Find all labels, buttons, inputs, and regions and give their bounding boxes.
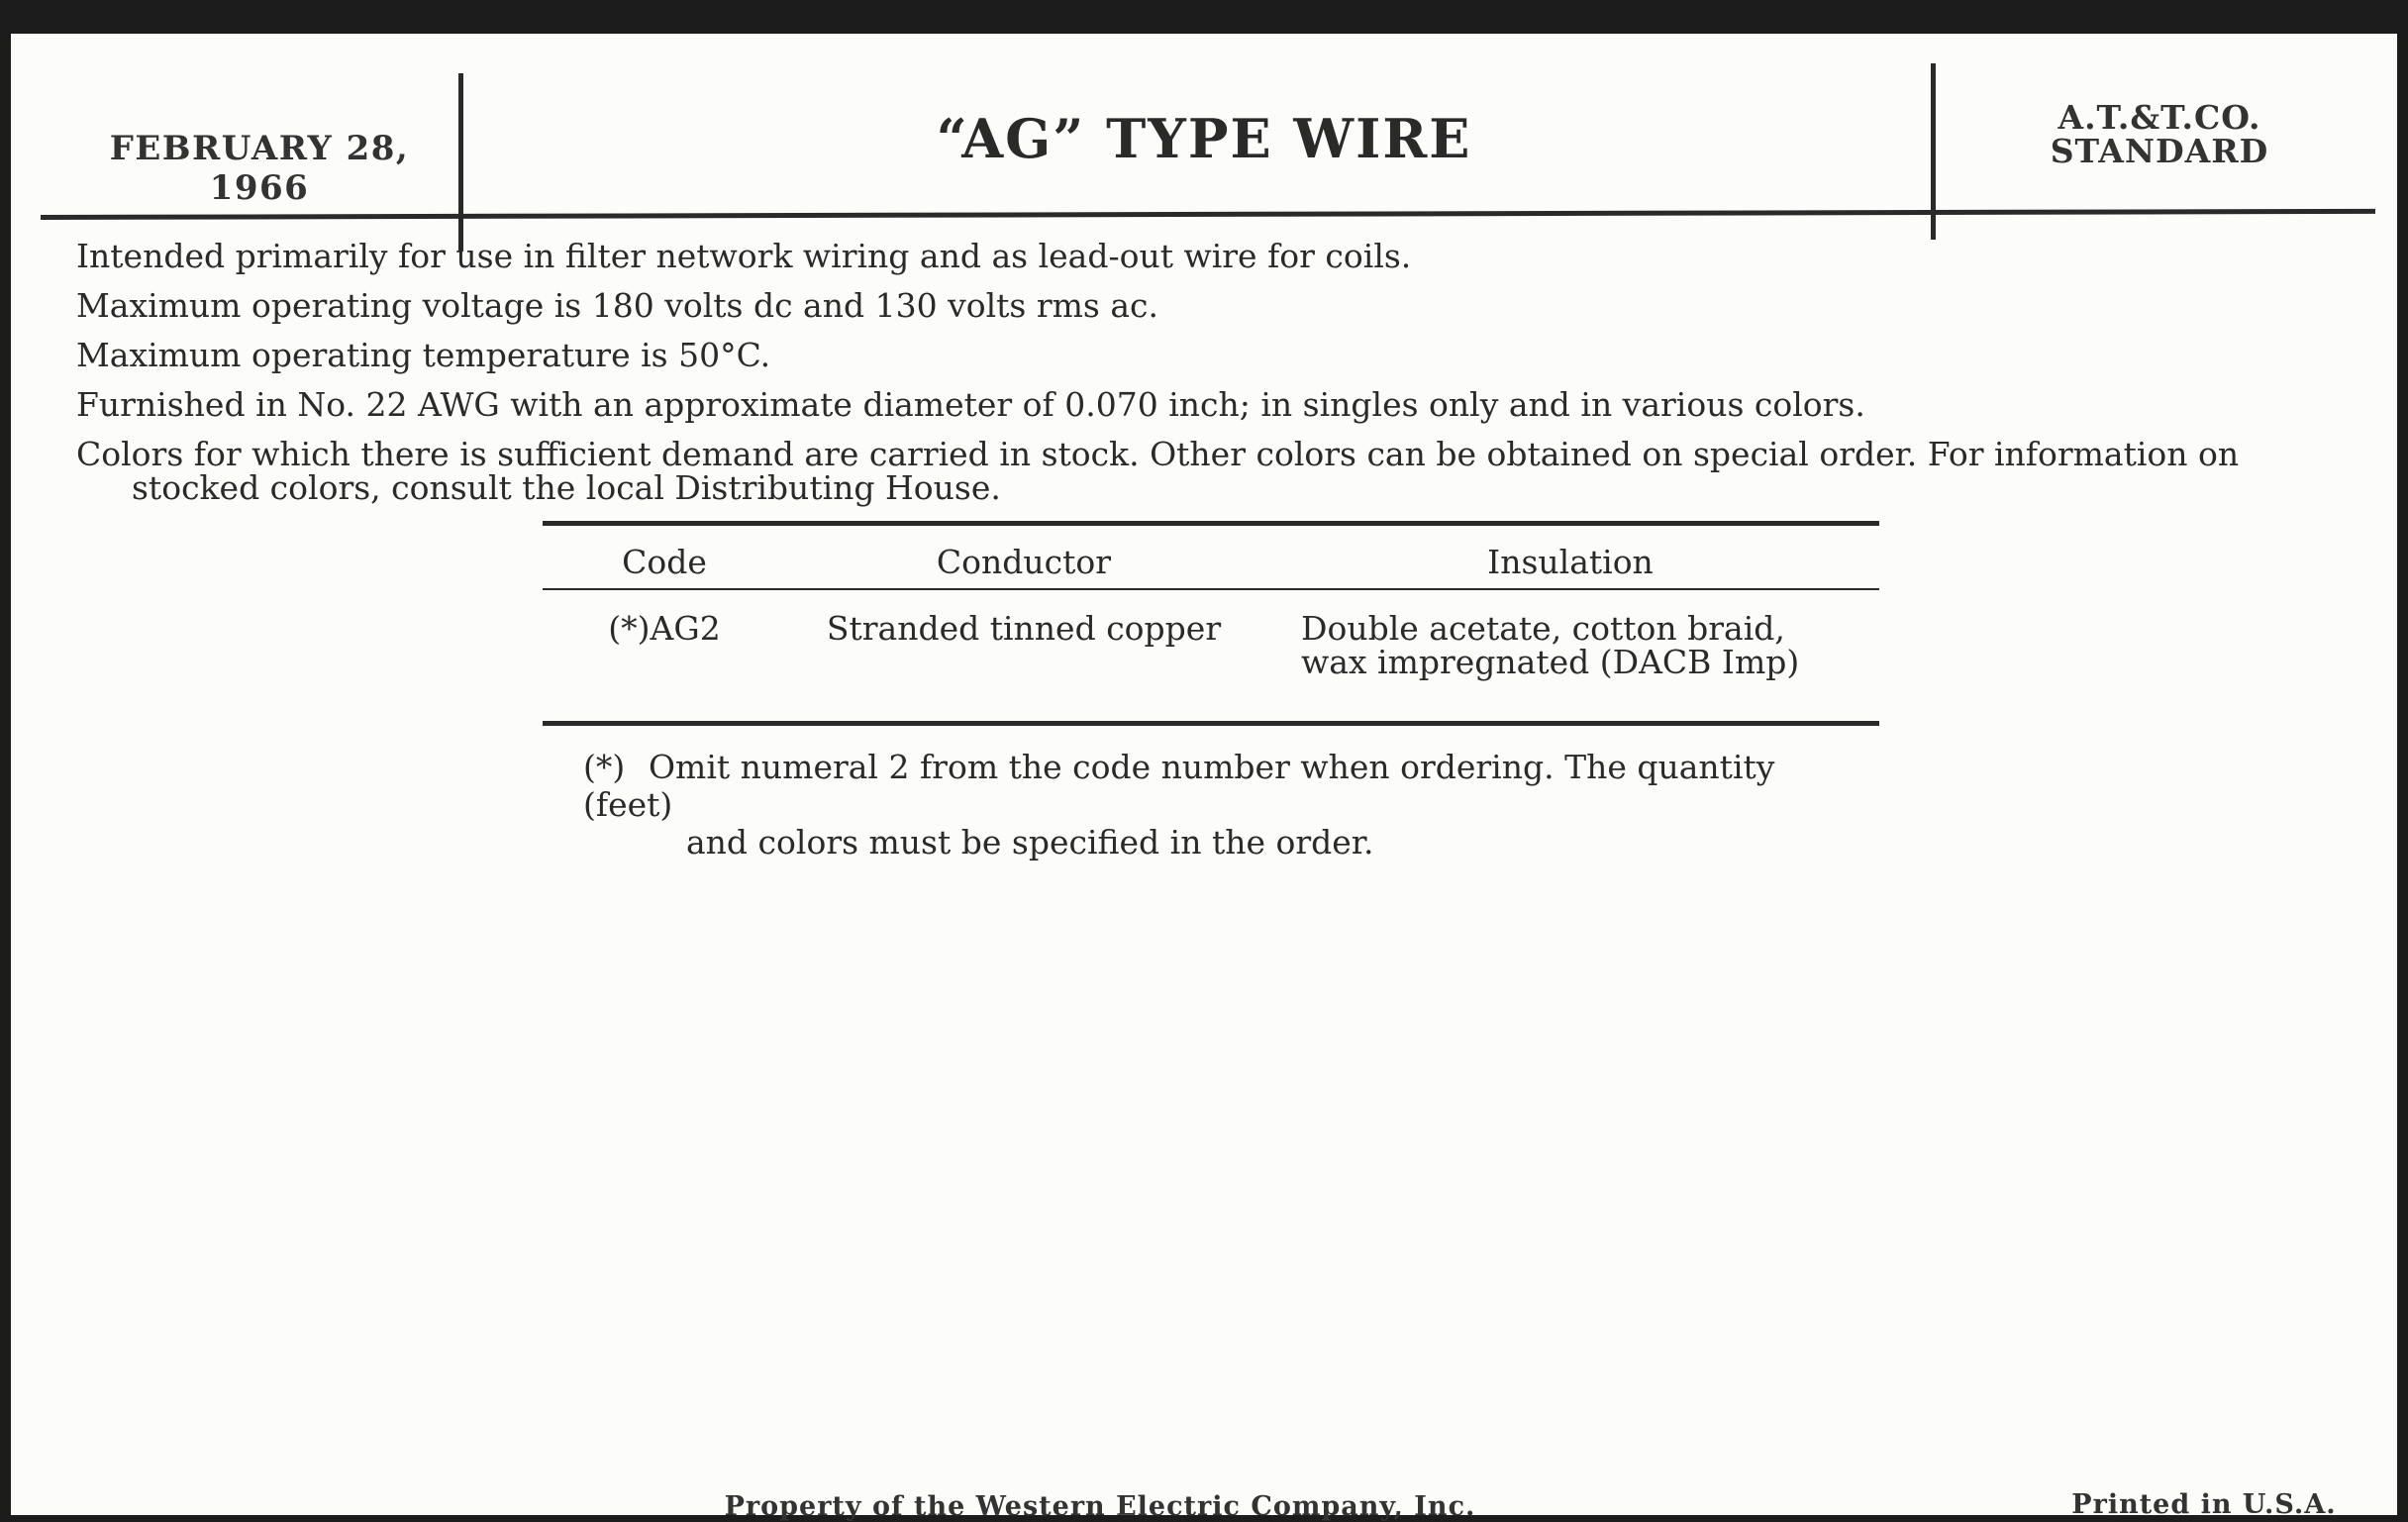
description-paragraph: Maximum operating voltage is 180 volts dc and 130 volts rms ac. (76, 286, 1158, 325)
table-footnote (583, 749, 1870, 862)
footnote-line1 (583, 749, 1870, 824)
insulation-line2: wax impregnated (DACB Imp) (1301, 643, 1800, 681)
standard-label-line1: A.T.&T.CO. (2057, 98, 2261, 137)
header-rule (41, 209, 2375, 220)
description-paragraph: Colors for which there is sufficient demand are carried in stock. Other colors can be obtained on special order. For information on stocked colors, consult the local Distributing House. (76, 435, 2240, 507)
footer-printed-in: Printed in U.S.A. (2071, 1489, 2337, 1520)
footnote-text-line2: and colors must be specified in the order. (686, 823, 1374, 862)
standard-label (1952, 98, 2367, 170)
document-card (11, 34, 2397, 1522)
description-paragraph: Maximum operating temperature is 50°C. (76, 336, 771, 374)
insulation-line1: Double acetate, cotton braid, (1301, 609, 1785, 648)
description-body (76, 232, 2344, 505)
footnote-text-line1: Omit numeral 2 from the code number when ordering. The quantity (feet) (583, 748, 1775, 824)
table-cell-conductor: Stranded tinned copper (826, 609, 1222, 648)
table-header-insulation: Insulation (1487, 543, 1654, 581)
document-title: “AG” TYPE WIRE (936, 107, 1472, 170)
description-paragraph: Furnished in No. 22 AWG with an approximate diameter of 0.070 inch; in singles only and in various colors. (76, 385, 1865, 424)
table-header-rule (543, 588, 1879, 590)
table-bottom-rule (543, 721, 1879, 726)
table-cell-code: (*)AG2 (608, 609, 721, 648)
table-header-conductor: Conductor (936, 543, 1112, 581)
standard-label-line2: STANDARD (2050, 132, 2269, 170)
footnote-mark: (*) (583, 748, 626, 786)
footer-property-notice: Property of the Western Electric Company, Inc. (724, 1491, 1476, 1522)
document-date: FEBRUARY 28, 1966 (109, 129, 410, 208)
table-cell-insulation (1261, 609, 1879, 681)
table-header-code: Code (622, 543, 707, 581)
table-top-rule (543, 521, 1879, 526)
header-divider-left (458, 73, 463, 252)
description-paragraph: Intended primarily for use in filter network wiring and as lead-out wire for coils. (76, 237, 1412, 275)
